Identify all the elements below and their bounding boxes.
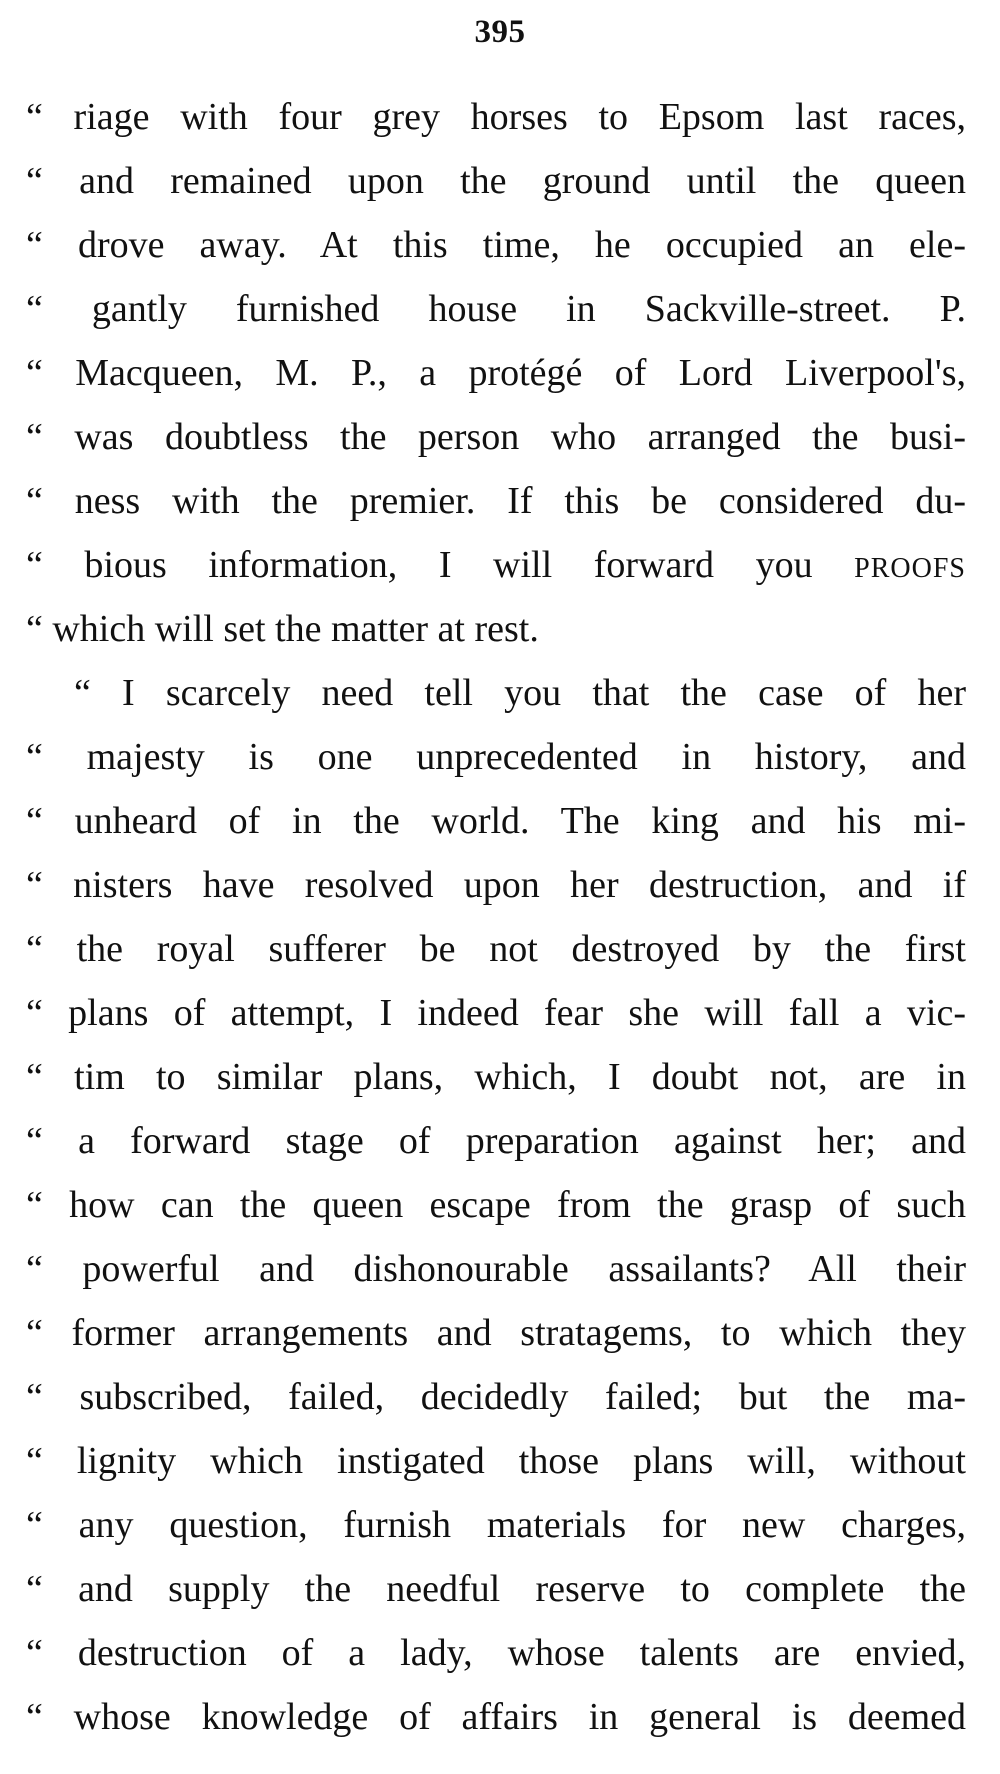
text-line xyxy=(26,149,966,213)
text-line-content: “ lignity which instigated those plans will, without xyxy=(26,1440,966,1482)
text-line xyxy=(26,1301,966,1365)
text-line xyxy=(26,1365,966,1429)
text-line xyxy=(26,85,966,149)
text-line-content: “ which will set the matter at rest. xyxy=(26,608,539,650)
text-line xyxy=(26,1045,966,1109)
text-line-content: “ majesty is one unprecedented in history, and xyxy=(26,736,966,778)
text-line-content: “ riage with four grey horses to Epsom last races, xyxy=(26,96,966,138)
text-line xyxy=(26,853,966,917)
text-line-content: “ any question, furnish materials for new charges, xyxy=(26,1504,966,1546)
text-line xyxy=(26,1685,966,1749)
text-line xyxy=(26,1237,966,1301)
text-line xyxy=(26,981,966,1045)
text-line xyxy=(26,1173,966,1237)
text-line-content: “ destruction of a lady, whose talents are envied, xyxy=(26,1632,966,1674)
text-line xyxy=(26,725,966,789)
text-line-content: “ how can the queen escape from the grasp of such xyxy=(26,1184,966,1226)
text-line xyxy=(26,469,966,533)
text-line-content: “ nisters have resolved upon her destruction, and if xyxy=(26,864,966,906)
text-line-content: “ powerful and dishonourable assailants? All their xyxy=(26,1248,966,1290)
text-line-content: “ drove away. At this time, he occupied an ele- xyxy=(26,224,966,266)
text-line xyxy=(26,917,966,981)
text-line-content: “ and supply the needful reserve to complete the xyxy=(26,1568,966,1610)
text-line-content: “ a forward stage of preparation against her; and xyxy=(26,1120,966,1162)
page-number: 395 xyxy=(474,14,526,50)
text-line xyxy=(26,1429,966,1493)
small-caps-word: PROOFS xyxy=(854,553,966,584)
text-line-content: “ ness with the premier. If this be considered du- xyxy=(26,480,966,522)
text-line-content: “ former arrangements and stratagems, to which they xyxy=(26,1312,966,1354)
text-line xyxy=(26,213,966,277)
text-line-content: “ bious information, I will forward you PROOFS xyxy=(26,544,966,586)
text-line-content: “ subscribed, failed, decidedly failed; but the ma- xyxy=(26,1376,966,1418)
page-body xyxy=(26,85,966,1749)
text-line xyxy=(26,1621,966,1685)
text-line-content: “ whose knowledge of affairs in general is deemed xyxy=(26,1696,966,1738)
text-line-content: “ tim to similar plans, which, I doubt not, are in xyxy=(26,1056,966,1098)
text-line-content: “ plans of attempt, I indeed fear she will fall a vic- xyxy=(26,992,966,1034)
text-line xyxy=(26,277,966,341)
text-line-content: “ gantly furnished house in Sackville-street. P. xyxy=(26,288,966,330)
text-line xyxy=(26,1493,966,1557)
text-line xyxy=(26,533,966,597)
paragraph-first-line xyxy=(26,661,966,725)
text-line-content: “ the royal sufferer be not destroyed by the first xyxy=(26,928,966,970)
text-line-content: “ I scarcely need tell you that the case of her xyxy=(74,672,966,714)
text-line-content: “ Macqueen, M. P., a protégé of Lord Liverpool's, xyxy=(26,352,966,394)
text-line xyxy=(26,1557,966,1621)
text-line xyxy=(26,789,966,853)
text-line xyxy=(26,597,966,661)
text-line xyxy=(26,405,966,469)
text-line xyxy=(26,341,966,405)
text-line xyxy=(26,1109,966,1173)
text-line-content: “ was doubtless the person who arranged the busi- xyxy=(26,416,966,458)
text-line-content: “ unheard of in the world. The king and his mi- xyxy=(26,800,966,842)
text-line-content: “ and remained upon the ground until the queen xyxy=(26,160,966,202)
